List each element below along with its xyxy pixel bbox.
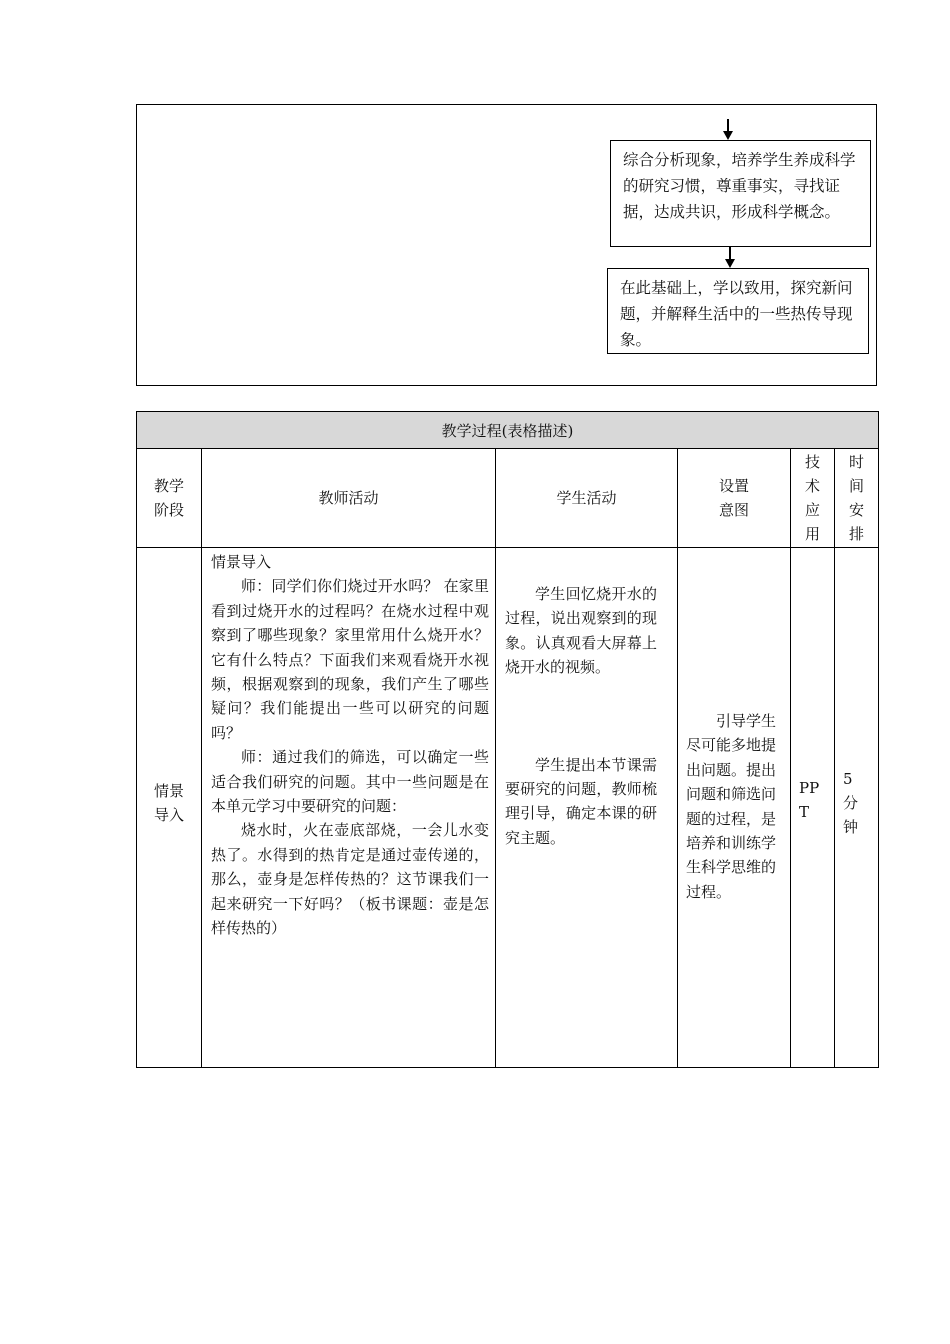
cell-teacher-activity — [202, 548, 496, 1068]
teacher-heading: 情景导入 — [211, 553, 272, 571]
cell-time-line-2: 分 — [843, 793, 859, 812]
table-title — [137, 412, 879, 449]
header-tech-line-2: 术 — [804, 477, 820, 495]
table-title-text: 教学过程(表格描述) — [441, 421, 574, 440]
header-student-activity-text: 学生活动 — [556, 489, 617, 507]
teacher-paragraph-2: 师：通过我们的筛选，可以确定一些适合我们研究的问题。其中一些问题是在本单元学习中要研究的问题： — [211, 748, 489, 816]
header-student-activity — [496, 449, 678, 548]
student-paragraph-1: 学生回忆烧开水的过程，说出观察到的现象。认真观看大屏幕上烧开水的视频。 — [505, 585, 657, 677]
header-teacher-activity — [202, 449, 496, 548]
cell-student-activity — [496, 548, 678, 1068]
header-tech — [791, 449, 835, 548]
header-time — [835, 449, 879, 548]
cell-time-line-1: 5 — [843, 769, 853, 788]
table-title-row — [137, 412, 879, 449]
arrow-2-head — [725, 259, 735, 268]
table-row — [137, 548, 879, 1068]
header-time-line-3: 安 — [849, 501, 865, 519]
header-tech-line-3: 应 — [804, 501, 820, 519]
table-header-row — [137, 449, 879, 548]
flow-box-application-text: 在此基础上，学以致用，探究新问题，并解释生活中的一些热传导现象。 — [620, 279, 853, 349]
header-stage-line-1: 教学 — [153, 477, 184, 495]
student-paragraph-2: 学生提出本节课需要研究的问题，教师梳理引导，确定本课的研究主题。 — [505, 755, 657, 847]
cell-time-line-3: 钟 — [843, 817, 859, 836]
cell-intent — [678, 548, 791, 1068]
cell-stage-line-1: 情景 — [153, 781, 184, 800]
arrow-1-head — [723, 131, 733, 140]
flow-diagram-frame — [136, 104, 877, 386]
cell-time — [835, 548, 879, 1068]
header-intent-line-2: 意图 — [718, 501, 749, 519]
header-time-line-2: 间 — [849, 477, 865, 495]
cell-tech — [791, 548, 835, 1068]
header-time-line-4: 排 — [849, 525, 865, 543]
header-intent-line-1: 设置 — [718, 477, 749, 495]
intent-text: 引导学生尽可能多地提出问题。提出问题和筛选问题的过程，是培养和训练学生科学思维的过程。 — [686, 711, 777, 901]
teacher-paragraph-1: 师：同学们你们烧过开水吗？ 在家里看到过烧开水的过程吗？在烧水过程中观察到了哪些现象？家里常用什么烧开水？它有什么特点？下面我们来观看烧开水视频，根据观察到的现象，我们产生了哪些疑问？我们能提出一些可以研究的问题吗？ — [211, 577, 489, 742]
header-tech-line-4: 用 — [804, 525, 820, 543]
flow-box-application — [607, 268, 869, 354]
header-time-line-1: 时 — [849, 453, 865, 471]
header-teacher-activity-text: 教师活动 — [318, 489, 379, 507]
header-stage-line-2: 阶段 — [153, 501, 184, 519]
flow-box-analysis-text: 综合分析现象，培养学生养成科学的研究习惯，尊重事实，寻找证据，达成共识，形成科学概念。 — [623, 151, 856, 221]
header-tech-line-1: 技 — [804, 453, 820, 471]
cell-stage-line-2: 导入 — [153, 805, 184, 824]
cell-tech-line-1: PP — [799, 778, 820, 797]
cell-tech-line-2: T — [799, 802, 810, 821]
header-stage — [137, 449, 202, 548]
cell-stage — [137, 548, 202, 1068]
header-intent — [678, 449, 791, 548]
teaching-process-table — [136, 411, 879, 1068]
teacher-paragraph-3: 烧水时，火在壶底部烧，一会儿水变热了。水得到的热肯定是通过壶传递的，那么，壶身是怎样传热的？这节课我们一起来研究一下好吗？（板书课题：壶是怎样传热的） — [211, 821, 489, 938]
flow-box-analysis — [610, 140, 871, 247]
